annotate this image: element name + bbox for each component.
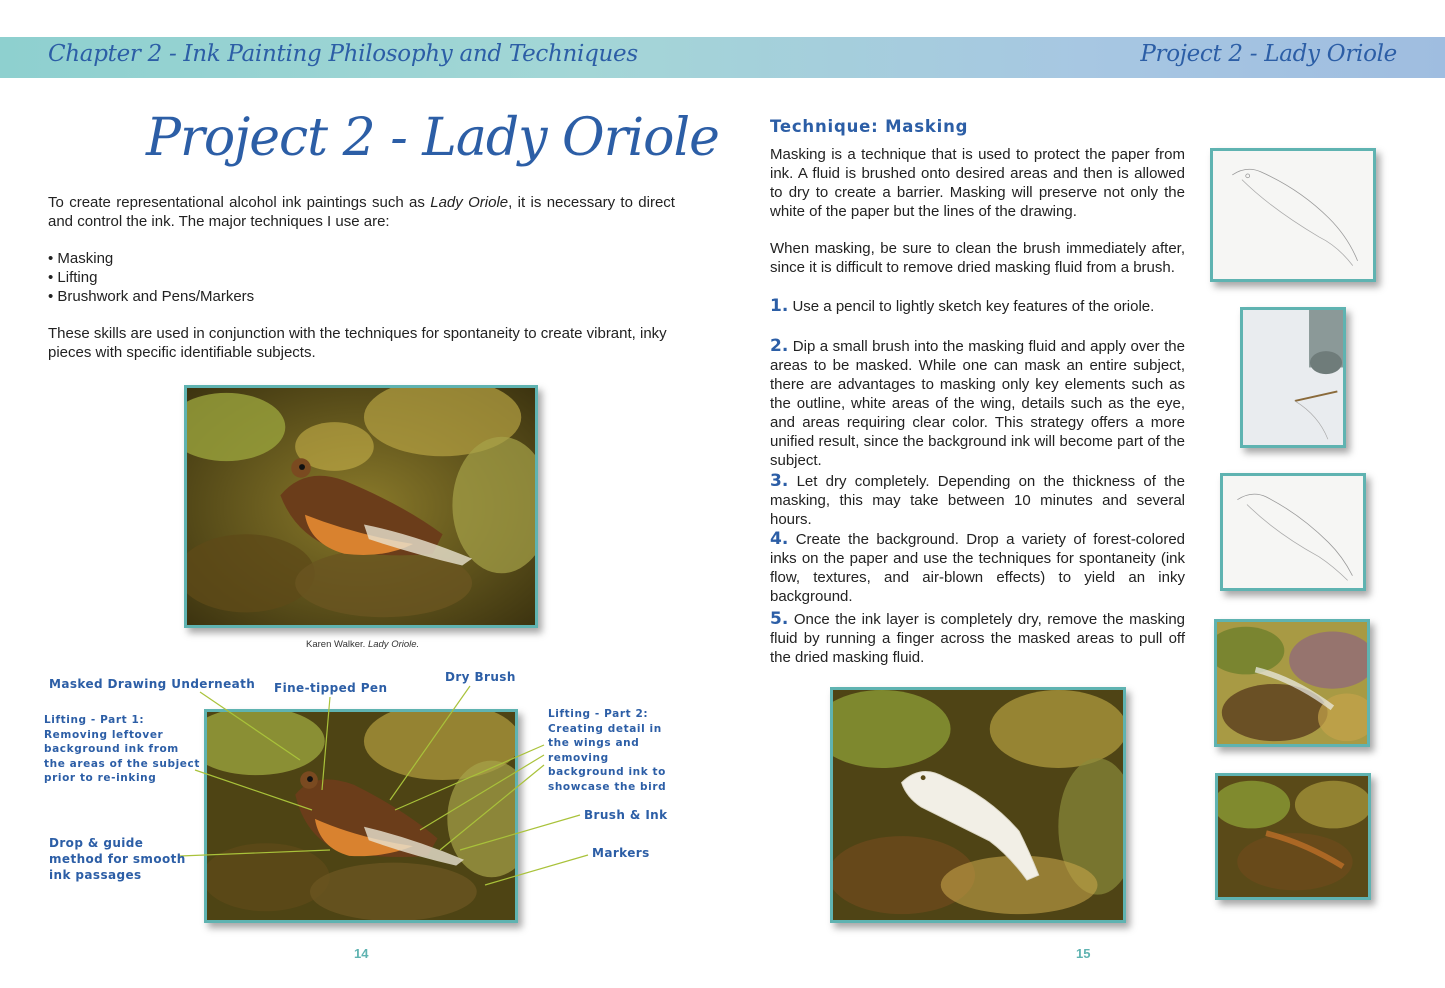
masked-background-painting — [830, 687, 1126, 923]
skills-paragraph: These skills are used in conjunction with the techniques for spontaneity to create vibrant, inky pieces with specific identifiable subjects. — [48, 325, 667, 361]
step-4: 4. Create the background. Drop a variety of forest-colored inks on the paper and use the techniques for spontaneity (ink flow, textures, and air-blown effects) to yield an inky background. — [770, 529, 1186, 605]
running-header — [0, 37, 1445, 78]
sketch-photo — [1210, 148, 1376, 282]
lady-oriole-painting — [184, 385, 538, 628]
step-5: 5. Once the ink layer is completely dry, remove the masking fluid by running a finger across the masked areas to pull off the dried masking fluid. — [770, 609, 1186, 666]
list-item: • Lifting — [48, 269, 98, 286]
page-number-left: 14 — [354, 946, 369, 961]
background-ink-photo — [1214, 619, 1370, 747]
list-item: • Masking — [48, 250, 114, 267]
project-header: Project 2 - Lady Oriole — [1140, 41, 1397, 67]
finished-ink-photo — [1215, 773, 1371, 900]
page-title: Project 2 - Lady Oriole — [146, 108, 719, 168]
masking-fluid-photo — [1240, 307, 1346, 448]
technique-list — [48, 249, 448, 306]
annotation-lifting-part1: Lifting - Part 1: Removing leftover background ink from the areas of the subject prior to re-inking — [44, 714, 200, 784]
step-3: 3. Let dry completely. Depending on the thickness of the masking, this may take between 10 minutes and several hours. — [770, 471, 1185, 528]
page-number-right: 15 — [1076, 946, 1091, 961]
technique-heading: Technique: Masking — [770, 117, 969, 136]
intro-paragraph: To create representational alcohol ink paintings such as Lady Oriole, it is necessary to direct and control the ink. The major techniques I use are: — [48, 194, 675, 230]
dried-mask-photo — [1220, 473, 1366, 591]
step-2: 2. Dip a small brush into the masking fluid and apply over the areas to be masked. While one can mask an entire subject, there are advantages to masking only key elements such as the outline, white areas of the wing, details such as the eye, and areas requiring clear color. This strategy offers a more unified result, since the background ink will become part of the subject. — [770, 336, 1185, 469]
annotation-drop-guide: Drop & guide method for smooth ink passages — [49, 836, 186, 882]
chapter-header: Chapter 2 - Ink Painting Philosophy and Techniques — [48, 41, 638, 67]
masking-intro: Masking is a technique that is used to protect the paper from ink. A fluid is brushed onto desired areas and then is allowed to dry to create a barrier. Masking will preserve not only the white of the paper but the lines of the drawing. — [770, 146, 1185, 220]
annotated-painting — [204, 709, 518, 923]
annotation-fine-tipped-pen: Fine-tipped Pen — [274, 681, 388, 695]
painting-caption: Karen Walker. Lady Oriole. — [306, 639, 420, 650]
annotation-masked-drawing: Masked Drawing Underneath — [49, 677, 256, 691]
annotation-lifting-part2: Lifting - Part 2: Creating detail in the wings and removing background ink to showcase the bird — [548, 708, 667, 793]
annotation-brush-ink: Brush & Ink — [584, 808, 668, 822]
masking-tip: When masking, be sure to clean the brush immediately after, since it is difficult to remove dried masking fluid from a brush. — [770, 240, 1185, 276]
annotation-markers: Markers — [592, 846, 650, 860]
list-item: • Brushwork and Pens/Markers — [48, 288, 255, 305]
annotation-dry-brush: Dry Brush — [445, 670, 516, 684]
step-1: 1. Use a pencil to lightly sketch key features of the oriole. — [770, 296, 1155, 316]
